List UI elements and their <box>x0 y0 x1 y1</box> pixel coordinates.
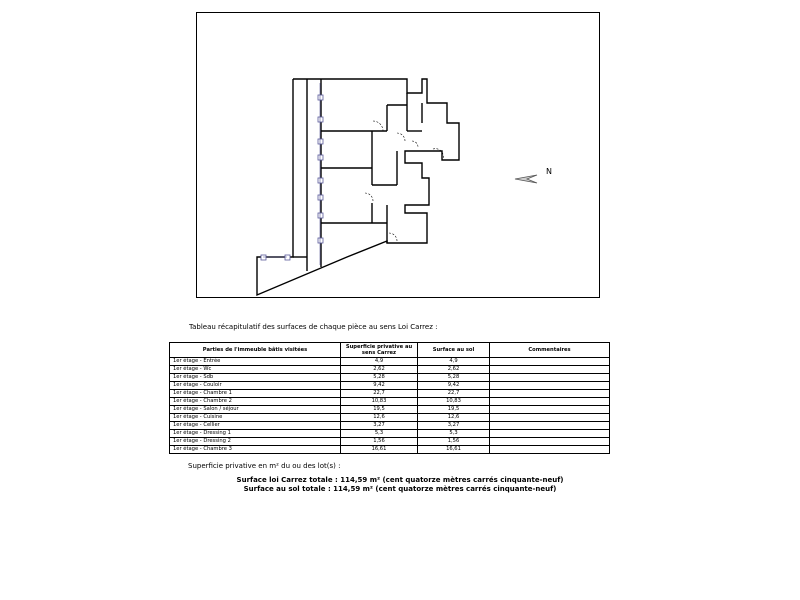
cell-floor-surface: 9,42 <box>418 382 490 390</box>
cell-comment <box>490 374 610 382</box>
cell-floor-surface: 2,62 <box>418 366 490 374</box>
table-row <box>170 366 610 374</box>
cell-comment <box>490 382 610 390</box>
private-surface-label: Superficie privative en m² du ou des lot(s) : <box>188 462 341 470</box>
cell-carrez: 9,42 <box>341 382 418 390</box>
total-floor-surface: Surface au sol totale : 114,59 m² (cent quatorze mètres carrés cinquante-neuf) <box>243 485 557 493</box>
cell-carrez: 5,3 <box>341 430 418 438</box>
floor-plan <box>197 13 601 299</box>
table-row <box>170 430 610 438</box>
cell-part: 1er étage - Chambre 1 <box>170 390 341 398</box>
north-arrow-icon <box>515 175 537 183</box>
table-row <box>170 358 610 366</box>
cell-comment <box>490 422 610 430</box>
cell-part: 1er étage - Chambre 3 <box>170 446 341 454</box>
cell-part: 1er étage - Entrée <box>170 358 341 366</box>
cell-comment <box>490 446 610 454</box>
cell-comment <box>490 406 610 414</box>
cell-carrez: 12,6 <box>341 414 418 422</box>
cell-carrez: 1,56 <box>341 438 418 446</box>
cell-carrez: 2,62 <box>341 366 418 374</box>
cell-part: 1er étage - Cellier <box>170 422 341 430</box>
table-row <box>170 382 610 390</box>
surfaces-table <box>169 342 610 454</box>
table-header-row <box>170 343 610 358</box>
cell-part: 1er étage - Salon / séjour <box>170 406 341 414</box>
cell-carrez: 5,28 <box>341 374 418 382</box>
cell-floor-surface: 16,61 <box>418 446 490 454</box>
table-row <box>170 422 610 430</box>
header-parts: Parties de l'immeuble bâtis visitées <box>170 343 341 358</box>
cell-part: 1er étage - Cuisine <box>170 414 341 422</box>
cell-carrez: 4,9 <box>341 358 418 366</box>
header-floor-surface: Surface au sol <box>418 343 490 358</box>
cell-floor-surface: 10,83 <box>418 398 490 406</box>
total-loi-carrez: Surface loi Carrez totale : 114,59 m² (cent quatorze mètres carrés cinquante-neuf) <box>236 476 564 484</box>
cell-floor-surface: 5,3 <box>418 430 490 438</box>
cell-comment <box>490 390 610 398</box>
table-caption: Tableau récapitulatif des surfaces de chaque pièce au sens Loi Carrez : <box>189 323 438 331</box>
cell-part: 1er étage - Chambre 2 <box>170 398 341 406</box>
cell-floor-surface: 4,9 <box>418 358 490 366</box>
cell-comment <box>490 398 610 406</box>
table-body <box>170 358 610 454</box>
header-carrez: Superficie privative au sens Carrez <box>341 343 418 358</box>
header-comments: Commentaires <box>490 343 610 358</box>
cell-floor-surface: 19,5 <box>418 406 490 414</box>
cell-floor-surface: 5,28 <box>418 374 490 382</box>
table-row <box>170 438 610 446</box>
cell-carrez: 3,27 <box>341 422 418 430</box>
cell-comment <box>490 366 610 374</box>
north-label: N <box>546 167 552 176</box>
table-row <box>170 374 610 382</box>
cell-part: 1er étage - Sdb <box>170 374 341 382</box>
cell-floor-surface: 12,6 <box>418 414 490 422</box>
cell-carrez: 10,83 <box>341 398 418 406</box>
cell-comment <box>490 438 610 446</box>
table-row <box>170 390 610 398</box>
cell-floor-surface: 22,7 <box>418 390 490 398</box>
table-row <box>170 406 610 414</box>
cell-part: 1er étage - Couloir <box>170 382 341 390</box>
cell-part: 1er étage - Wc <box>170 366 341 374</box>
cell-part: 1er étage - Dressing 1 <box>170 430 341 438</box>
cell-floor-surface: 3,27 <box>418 422 490 430</box>
table-row <box>170 446 610 454</box>
cell-carrez: 16,61 <box>341 446 418 454</box>
table-row <box>170 414 610 422</box>
cell-carrez: 22,7 <box>341 390 418 398</box>
cell-part: 1er étage - Dressing 2 <box>170 438 341 446</box>
cell-comment <box>490 358 610 366</box>
cell-carrez: 19,5 <box>341 406 418 414</box>
cell-comment <box>490 430 610 438</box>
cell-floor-surface: 1,56 <box>418 438 490 446</box>
cell-comment <box>490 414 610 422</box>
floor-plan-frame <box>196 12 600 298</box>
table-row <box>170 398 610 406</box>
